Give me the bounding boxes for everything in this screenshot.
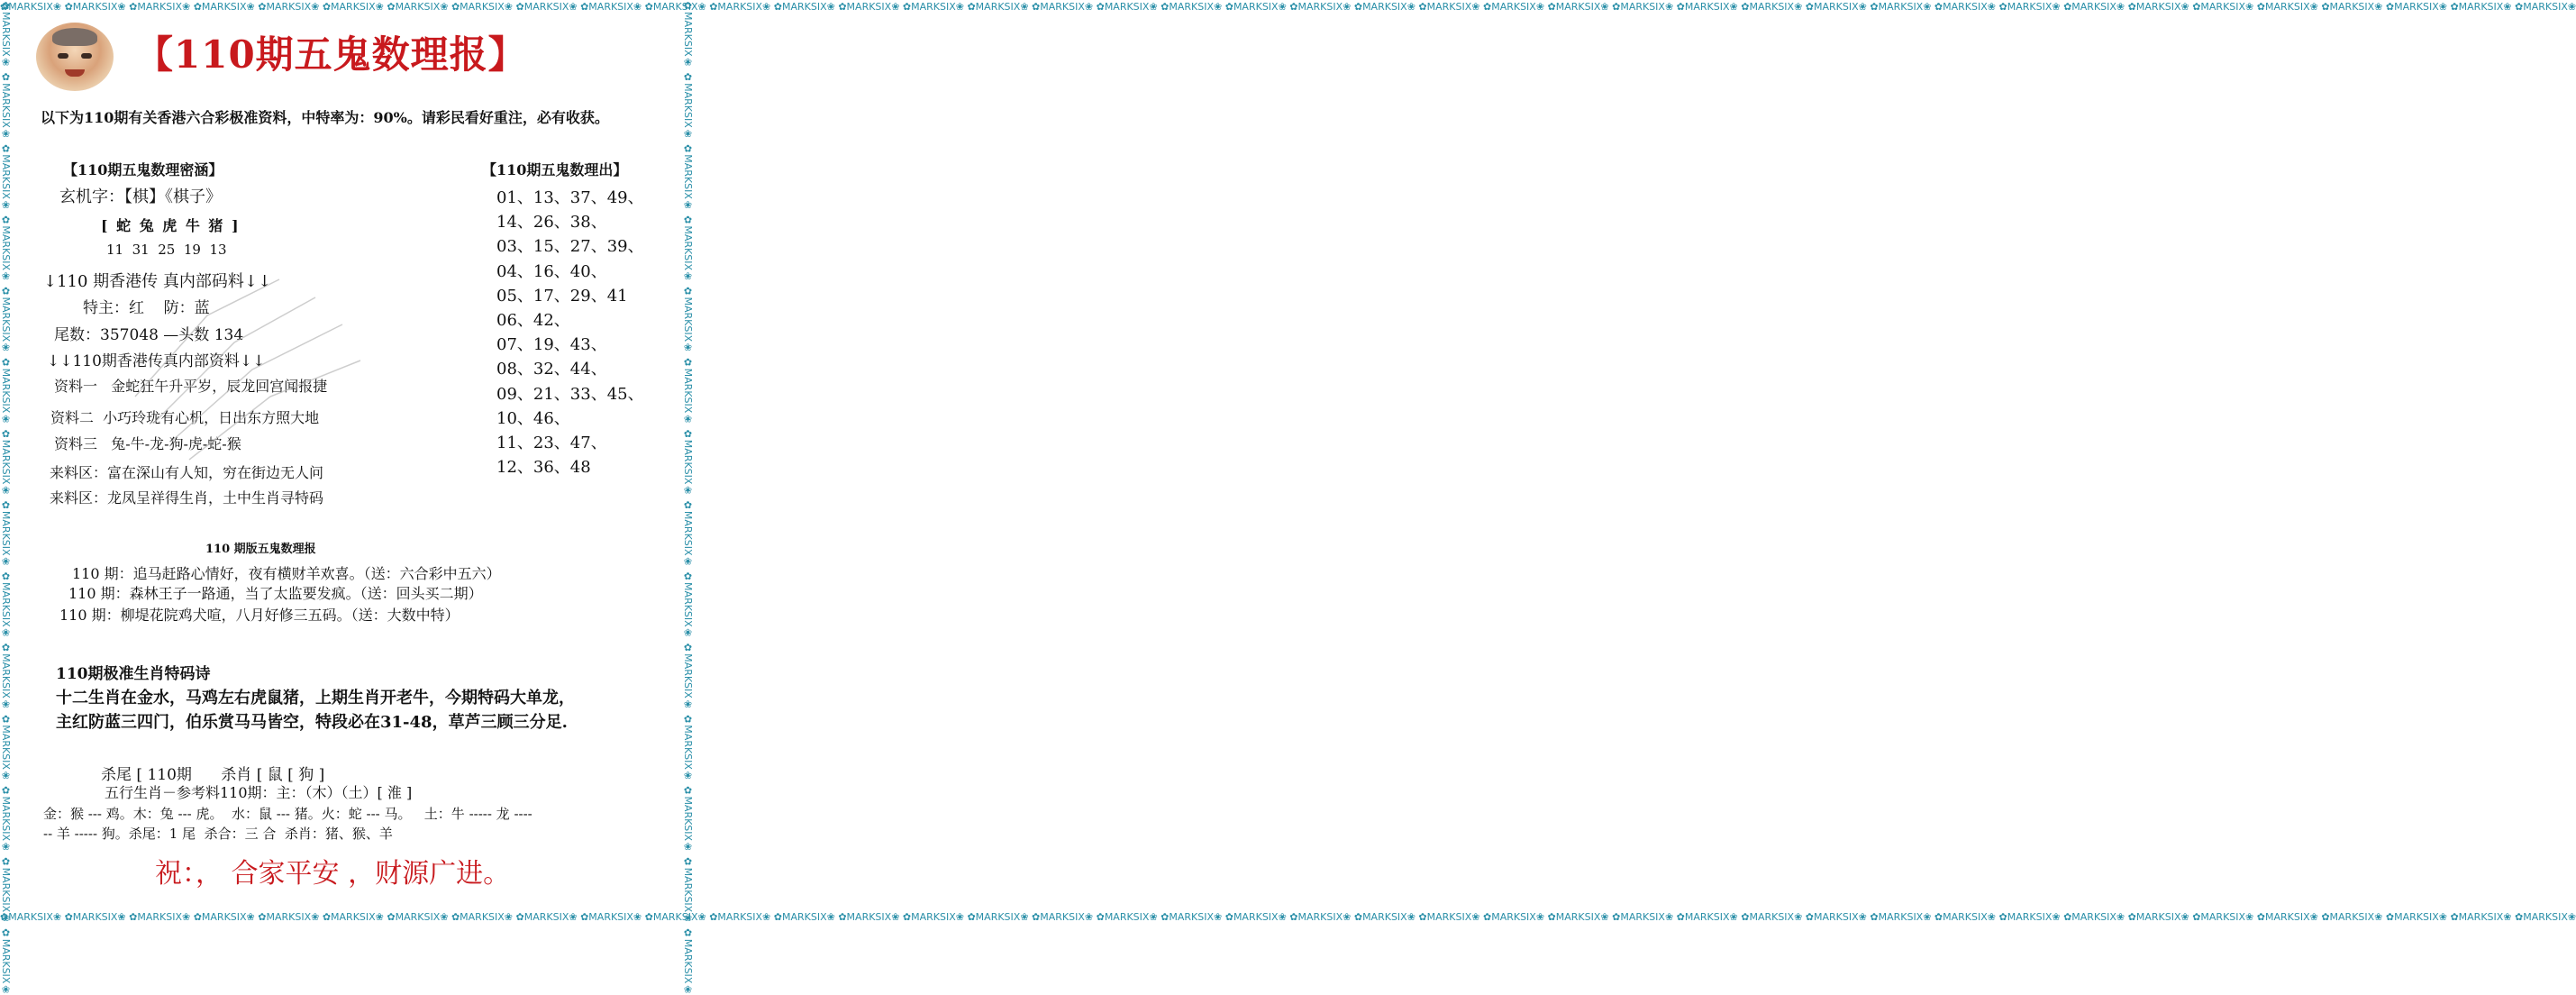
number-row: 14、26、38、	[496, 213, 607, 233]
left-heading: 【110期五鬼数理密涵】	[63, 161, 223, 178]
middle-heading: 110 期版五鬼数理报	[205, 543, 316, 556]
middle-line-three: 110 期：柳堤花院鸡犬喧，八月好修三五码。（送：大数中特）	[59, 607, 460, 624]
number-row: 12、36、48	[496, 458, 591, 478]
poem-line-two: 主红防蓝三四门，伯乐赏马马皆空，特段必在31-48，草芦三顾三分足.	[56, 713, 568, 732]
source-one: 来料区：富在深山有人知，穷在街边无人问	[50, 464, 324, 481]
zodiac-numbers: 11 31 25 19 13	[106, 242, 227, 258]
insider2-heading: ↓↓110期香港传真内部资料↓↓	[47, 352, 266, 370]
number-row: 01、13、37、49、	[496, 188, 644, 207]
insider-heading: ↓110 期香港传 真内部码料↓↓	[43, 272, 272, 291]
ziliao-one: 资料一 金蛇狂午升平岁，辰龙回宫闻报捷	[54, 378, 328, 395]
ziliao-three: 资料三 兔-牛-龙-狗-虎-蛇-猴	[54, 435, 241, 452]
right-border-text: ✿MARKSIX❀ ✿MARKSIX❀ ✿MARKSIX❀ ✿MARKSIX❀ ✿MARKSIX❀ ✿MARKSIX❀ ✿MARKSIX❀ ✿MARKSIX❀ ✿MARKSIX❀ ✿MARKSIX❀ ✿MARKSIX❀ ✿MARKSIX❀ ✿MARKSIX❀ ✿MARKSIX❀	[682, 0, 694, 995]
right-heading: 【110期五鬼数理出】	[482, 161, 628, 178]
special-code: 特主：红 防：蓝	[83, 299, 210, 317]
left-border-text: ✿MARKSIX❀ ✿MARKSIX❀ ✿MARKSIX❀ ✿MARKSIX❀ ✿MARKSIX❀ ✿MARKSIX❀ ✿MARKSIX❀ ✿MARKSIX❀ ✿MARKSIX❀ ✿MARKSIX❀ ✿MARKSIX❀ ✿MARKSIX❀ ✿MARKSIX❀ ✿MARKSIX❀	[0, 0, 12, 995]
wuxing-line: 五行生肖－参考料110期：主：（木）（土）[ 淮 ]	[105, 784, 413, 801]
source-two: 来料区：龙凤呈祥得生肖，土中生肖寻特码	[50, 489, 324, 507]
poem-heading: 110期极准生肖特码诗	[56, 665, 211, 683]
tail-head-numbers: 尾数：357048 —头数 134	[54, 326, 244, 344]
number-row: 09、21、33、45、	[496, 384, 644, 404]
page-title: 【110期五鬼数理报】	[135, 32, 527, 77]
bottom-border-text: ✿MARKSIX❀ ✿MARKSIX❀ ✿MARKSIX❀ ✿MARKSIX❀ ✿MARKSIX❀ ✿MARKSIX❀ ✿MARKSIX❀ ✿MARKSIX❀ ✿MARKSIX❀ ✿MARKSIX❀ ✿MARKSIX❀ ✿MARKSIX❀ ✿MARKSIX❀ ✿MARKSIX❀ ✿MARKSIX❀ ✿MARKSIX❀ ✿MARKSIX❀ ✿MARKSIX❀ ✿MARKSIX❀ ✿MARKSIX❀ ✿MARKSIX❀ ✿MARKSIX❀ ✿MARKSIX❀ ✿MARKSIX❀ ✿MARKSIX❀ ✿MARKSIX❀ ✿MARKSIX❀ ✿MARKSIX❀ ✿MARKSIX❀ ✿MARKSIX❀ ✿MARKSIX❀ ✿MARKSIX❀ ✿MARKSIX❀ ✿MARKSIX❀ ✿MARKSIX❀ ✿MARKSIX❀ ✿MARKSIX❀ ✿MARKSIX❀ ✿MARKSIX❀ ✿MARKSIX❀	[0, 911, 2576, 923]
blessing-text: 祝：， 合家平安 ，财源广进。	[155, 858, 511, 890]
number-row: 10、46、	[496, 408, 570, 428]
number-row: 05、17、29、41	[496, 286, 628, 306]
bottom-border	[0, 910, 2576, 925]
elements-line-two: -- 羊 ----- 狗。杀尾：1 尾 杀合：三 合 杀肖：猪、猴、羊	[43, 826, 393, 842]
ziliao-two: 资料二 小巧玲珑有心机，日出东方照大地	[50, 409, 320, 426]
poem-line-one: 十二生肖在金水，马鸡左右虎鼠猪，上期生肖开老牛，今期特码大单龙，	[56, 689, 575, 707]
number-row: 08、32、44、	[496, 360, 607, 379]
number-row: 04、16、40、	[496, 261, 607, 281]
avatar	[36, 23, 114, 91]
top-border-text: ✿MARKSIX❀ ✿MARKSIX❀ ✿MARKSIX❀ ✿MARKSIX❀ ✿MARKSIX❀ ✿MARKSIX❀ ✿MARKSIX❀ ✿MARKSIX❀ ✿MARKSIX❀ ✿MARKSIX❀ ✿MARKSIX❀ ✿MARKSIX❀ ✿MARKSIX❀ ✿MARKSIX❀ ✿MARKSIX❀ ✿MARKSIX❀ ✿MARKSIX❀ ✿MARKSIX❀ ✿MARKSIX❀ ✿MARKSIX❀ ✿MARKSIX❀ ✿MARKSIX❀ ✿MARKSIX❀ ✿MARKSIX❀ ✿MARKSIX❀ ✿MARKSIX❀ ✿MARKSIX❀ ✿MARKSIX❀ ✿MARKSIX❀ ✿MARKSIX❀ ✿MARKSIX❀ ✿MARKSIX❀ ✿MARKSIX❀ ✿MARKSIX❀ ✿MARKSIX❀ ✿MARKSIX❀ ✿MARKSIX❀ ✿MARKSIX❀ ✿MARKSIX❀ ✿MARKSIX❀	[0, 1, 2576, 13]
kill-line: 杀尾 [ 110期 杀肖 [ 鼠 [ 狗 ]	[101, 766, 325, 784]
number-row: 07、19、43、	[496, 335, 607, 355]
intro-text: 以下为110期有关香港六合彩极准资料，中特率为：90%。请彩民看好重注，必有收获。	[41, 109, 609, 126]
top-border	[0, 0, 2576, 14]
xuanji-text: 玄机字：【棋】《棋子》	[59, 187, 222, 206]
right-border	[682, 0, 698, 995]
middle-line-two: 110 期：森林王子一路通，当了太监要发疯。（送：回头买二期）	[68, 585, 483, 602]
number-row: 06、42、	[496, 311, 570, 330]
middle-line-one: 110 期：追马赶路心情好，夜有横财羊欢喜。（送：六合彩中五六）	[72, 565, 501, 582]
elements-line-one: 金：猴 --- 鸡。木：兔 --- 虎。 水：鼠 --- 猪。火：蛇 --- 马。 土：牛 ----- 龙 ----	[43, 806, 532, 822]
left-border	[0, 0, 16, 995]
zodiac-list: [ 蛇 兔 虎 牛 猪 ]	[101, 217, 241, 234]
number-row: 11、23、47、	[496, 434, 607, 452]
number-row: 03、15、27、39、	[496, 237, 644, 257]
